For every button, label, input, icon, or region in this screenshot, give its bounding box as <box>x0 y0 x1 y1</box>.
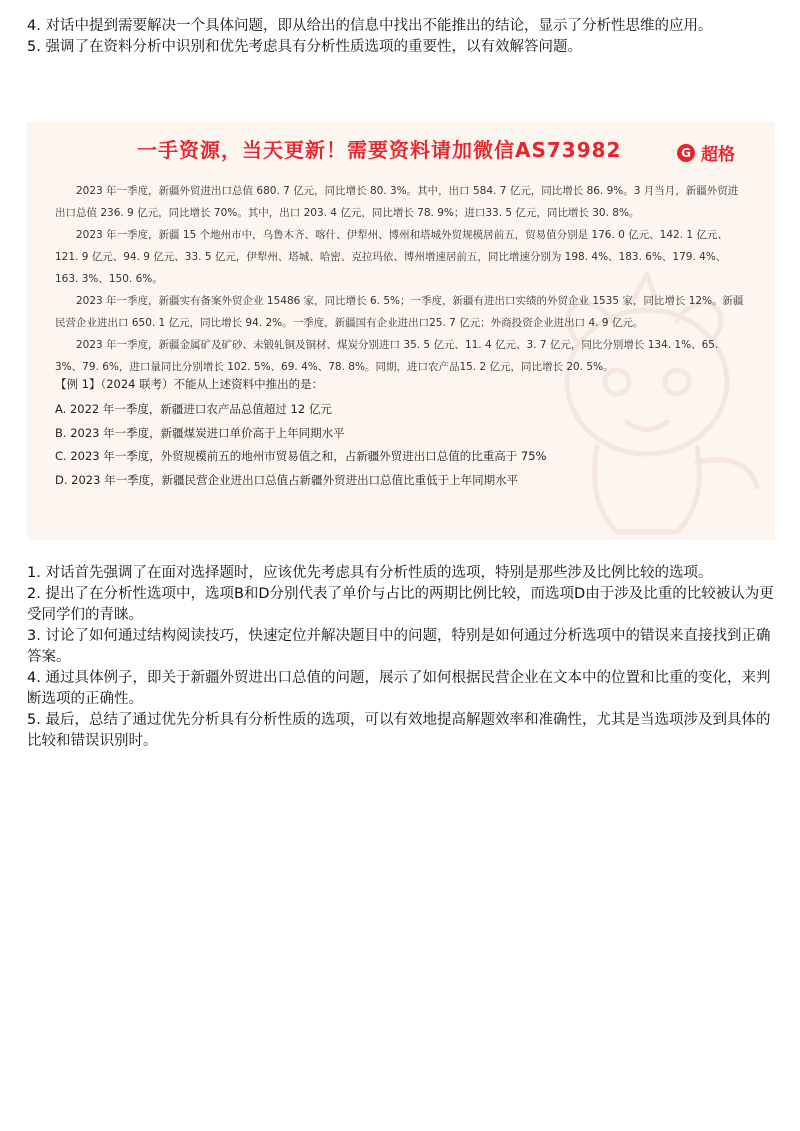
intro-point: 4. 对话中提到需要解决一个具体问题，即从给出的信息中找出不能推出的结论，显示了分析性思维的应用。 <box>27 18 713 34</box>
option-d: D. 2023 年一季度，新疆民营企业进出口总值占新疆外贸进出口总值比重低于上年同期水平 <box>55 472 519 487</box>
material-paragraph: 2023 年一季度，新疆实有备案外贸企业 15486 家，同比增长 6. 5%；一季度，新疆有进出口实绩的外贸企业 1535 家，同比增长 12%。新疆民营企业进出口 650. 1 亿元，同比增长 94. 2%。一季度，新疆国有企业进出口25. 7 亿元；外商投资企业进出口 4. 9 亿元。 <box>55 295 744 329</box>
option-b: B. 2023 年一季度，新疆煤炭进口单价高于上年同期水平 <box>55 425 345 440</box>
embedded-screenshot <box>27 122 775 540</box>
summary-point: 2. 提出了在分析性选项中，选项B和D分别代表了单价与占比的两期比例比较，而选项D由于涉及比重的比较被认为更受同学们的青睐。 <box>27 586 774 623</box>
summary-point: 1. 对话首先强调了在面对选择题时，应该优先考虑具有分析性质的选项，特别是那些涉及比例比较的选项。 <box>27 565 713 581</box>
intro-point: 5. 强调了在资料分析中识别和优先考虑具有分析性质选项的重要性，以有效解答问题。 <box>27 39 582 55</box>
banner-title: 一手资源，当天更新！需要资料请加微信AS73982 <box>137 138 622 162</box>
intro-points <box>27 16 775 58</box>
brand-logo <box>677 140 735 165</box>
material-paragraph: 2023 年一季度，新疆外贸进出口总值 680. 7 亿元，同比增长 80. 3%。其中，出口 584. 7 亿元，同比增长 86. 9%。3 月当月，新疆外贸进出口总值 236. 9 亿元，同比增长 70%。其中，出口 203. 4 亿元，同比增长 78. 9%；进口33. 5 亿元，同比增长 30. 8%。 <box>55 185 739 219</box>
summary-point: 5. 最后，总结了通过优先分析具有分析性质的选项，可以有效地提高解题效率和准确性，尤其是当选项涉及到具体的比较和错误识别时。 <box>27 712 771 749</box>
material-paragraph: 2023 年一季度，新疆金属矿及矿砂、未锻轧铜及铜材、煤炭分别进口 35. 5 亿元、11. 4 亿元、3. 7 亿元，同比分别增长 134. 1%、65. 3%、79. 6%，进口量同比分别增长 102. 5%、69. 4%、78. 8%。同期，进口农产品15. 2 亿元，同比增长 20. 5%。 <box>55 339 719 373</box>
summary-point: 4. 通过具体例子，即关于新疆外贸进出口总值的问题，展示了如何根据民营企业在文本中的位置和比重的变化，来判断选项的正确性。 <box>27 670 771 707</box>
brand-name: 超格 <box>701 145 735 165</box>
material-text <box>55 180 745 378</box>
material-paragraph: 2023 年一季度，新疆 15 个地州市中，乌鲁木齐、喀什、伊犁州、博州和塔城外贸规模居前五，贸易值分别是 176. 0 亿元、142. 1 亿元、121. 9 亿元、94. 9 亿元、33. 5 亿元，伊犁州、塔城、哈密、克拉玛依、博州增速居前五，同比增速分别为 198. 4%、183. 6%、179. 4%、163. 3%、150. 6%。 <box>55 229 728 285</box>
option-a: A. 2022 年一季度，新疆进口农产品总值超过 12 亿元 <box>55 402 332 416</box>
example-question <box>55 376 745 492</box>
summary-point: 3. 讨论了如何通过结构阅读技巧，快速定位并解决题目中的问题，特别是如何通过分析选项中的错误来直接找到正确答案。 <box>27 628 771 665</box>
brand-g-icon: G <box>677 144 695 162</box>
summary-points <box>27 563 775 752</box>
question-title: 【例 1】（2024 联考）不能从上述资料中推出的是： <box>55 377 324 391</box>
option-c: C. 2023 年一季度，外贸规模前五的地州市贸易值之和，占新疆外贸进出口总值的比重高于 75% <box>55 449 547 463</box>
